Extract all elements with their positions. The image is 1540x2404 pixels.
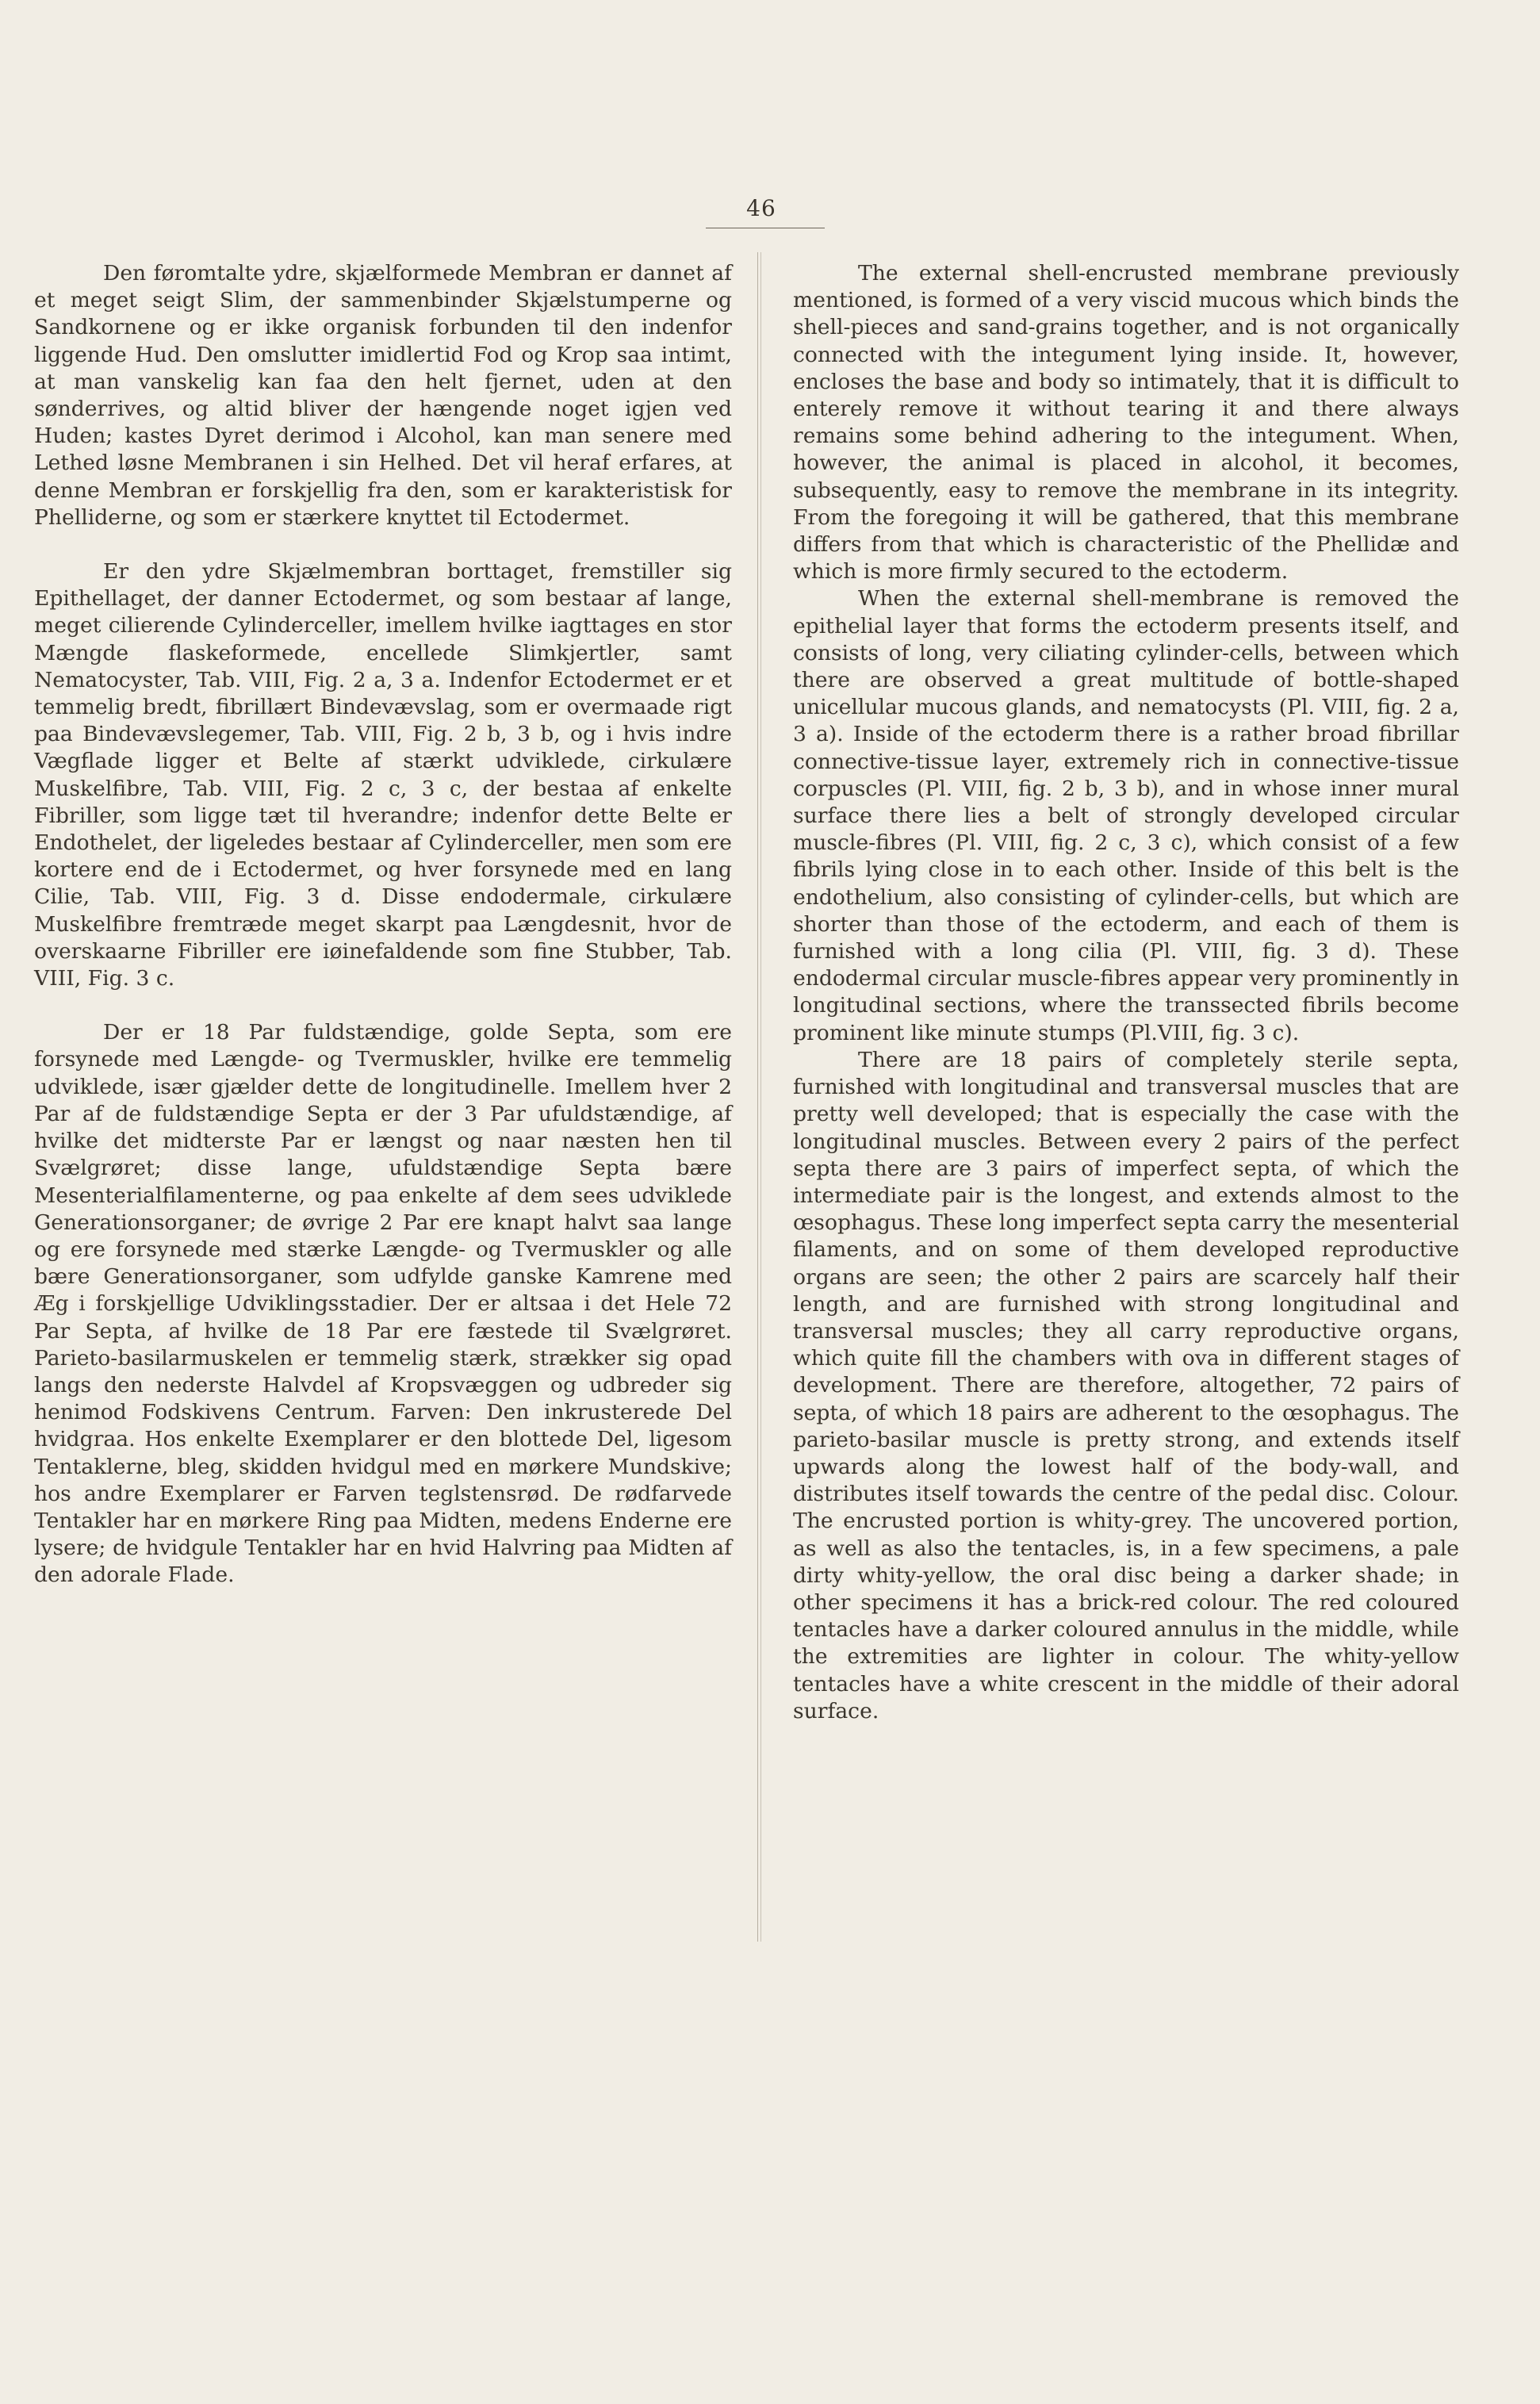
- danish-paragraph-ectoderm: Er den ydre Skjælmembran borttaget, fremstiller sig Epithellaget, der danner Ectodermet, og som bestaar af lange, meget cilierende Cylinderceller, imellem hvilke iagttages en stor Mængde flaskeformede, encellede Slimkjertler, samt Nematocyster, Tab. VIII, Fig. 2 a, 3 a. Indenfor Ectodermet er et temmelig bredt, fibrillært Bindevævslag, som er overmaade rigt paa Bindevævslegemer, Tab. VIII, Fig. 2 b, 3 b, og i hvis indre Vægflade ligger et Belte af stærkt udviklede, cirkulære Muskelfibre, Tab. VIII, Fig. 2 c, 3 c, der bestaa af enkelte Fibriller, som ligge tæt til hverandre; indenfor dette Belte er Endothelet, der ligeledes bestaar af Cylinderceller, men som ere kortere end de i Ectodermet, og hver forsynede med en lang Cilie, Tab. VIII, Fig. 3 d. Disse endodermale, cirkulære Muskelfibre fremtræde meget skarpt paa Længdesnit, hvor de overskaarne Fibriller ere iøinefaldende som fine Stubber, Tab. VIII, Fig. 3 c.: [34, 559, 732, 991]
- column-divider: [757, 252, 761, 1942]
- english-text-column: [793, 260, 1459, 1725]
- english-paragraph-ectoderm: When the external shell-membrane is removed the epithelial layer that forms the ectoderm presents itself, and consists of long, very ciliating cylinder-cells, between which there are observed a great multitude of bottle-shaped unicellular mucous glands, and nematocysts (Pl. VIII, fig. 2 a, 3 a). Inside of the ectoderm there is a rather broad fibrillar connective-tissue layer, extremely rich in connective-tissue corpuscles (Pl. VIII, fig. 2 b, 3 b), and in whose inner mural surface there lies a belt of strongly developed circular muscle-fibres (Pl. VIII, fig. 2 c, 3 c), which consist of a few fibrils lying close in to each other. Inside of this belt is the endothelium, also consisting of cylinder-cells, but which are shorter than those of the ectoderm, and each of them is furnished with a long cilia (Pl. VIII, fig. 3 d). These endodermal circular muscle-fibres appear very prominently in longitudinal sections, where the transsected fibrils become prominent like minute stumps (Pl.VIII, fig. 3 c).: [793, 586, 1459, 1045]
- danish-text-column: [34, 260, 732, 1589]
- danish-paragraph-membrane: Den føromtalte ydre, skjælformede Membran er dannet af et meget seigt Slim, der sammenbinder Skjælstumperne og Sandkornene og er ikke organisk forbunden til den indenfor liggende Hud. Den omslutter imidlertid Fod og Krop saa intimt, at man vanskelig kan faa den helt fjernet, uden at den sønderrives, og altid bliver der hængende noget igjen ved Huden; kastes Dyret derimod i Alcohol, kan man senere med Lethed løsne Membranen i sin Helhed. Det vil heraf erfares, at denne Membran er forskjellig fra den, som er karakteristisk for Phelliderne, og som er stærkere knyttet til Ectodermet.: [34, 261, 732, 530]
- english-paragraph-septa: There are 18 pairs of completely sterile septa, furnished with longitudinal and transversal muscles that are pretty well developed; that is especially the case with the longitudinal muscles. Between every 2 pairs of the perfect septa there are 3 pairs of imperfect septa, of which the intermediate pair is the longest, and extends almost to the œsophagus. These long imperfect septa carry the mesenterial filaments, and on some of them developed reproductive organs are seen; the other 2 pairs are scarcely half their length, and are furnished with strong longitudinal and transversal muscles; they all carry reproductive organs, which quite fill the chambers with ova in different stages of development. There are therefore, altogether, 72 pairs of septa, of which 18 pairs are adherent to the œsophagus. The parieto-basilar muscle is pretty strong, and extends itself upwards along the lowest half of the body-wall, and distributes itself towards the centre of the pedal disc. Colour. The encrusted portion is whity-grey. The uncovered portion, as well as also the tentacles, is, in a few specimens, a pale dirty whity-yellow, the oral disc being a darker shade; in other specimens it has a brick-red colour. The red coloured tentacles have a darker coloured annulus in the middle, while the extremities are lighter in colour. The whity-yellow tentacles have a white crescent in the middle of their adoral surface.: [793, 1047, 1459, 1723]
- page-number: 46: [746, 195, 776, 221]
- danish-paragraph-septa: Der er 18 Par fuldstændige, golde Septa, som ere forsynede med Længde- og Tvermuskler, hvilke ere temmelig udviklede, især gjælder dette de longitudinelle. Imellem hver 2 Par af de fuldstændige Septa er der 3 Par ufuldstændige, af hvilke det midterste Par er længst og naar næsten hen til Svælgrøret; disse lange, ufuldstændige Septa bære Mesenterialfilamenterne, og paa enkelte af dem sees udviklede Generationsorganer; de øvrige 2 Par ere knapt halvt saa lange og ere forsynede med stærke Længde- og Tvermuskler og alle bære Generationsorganer, som udfylde ganske Kamrene med Æg i forskjellige Udviklingsstadier. Der er altsaa i det Hele 72 Par Septa, af hvilke de 18 Par ere fæstede til Svælgrøret. Parieto-basilarmuskelen er temmelig stærk, strækker sig opad langs den nederste Halvdel af Kropsvæggen og udbreder sig henimod Fodskivens Centrum. Farven: Den inkrusterede Del hvidgraa. Hos enkelte Exemplarer er den blottede Del, ligesom Tentaklerne, bleg, skidden hvidgul med en mørkere Mundskive; hos andre Exemplarer er Farven teglstensrød. De rødfarvede Tentakler har en mørkere Ring paa Midten, medens Enderne ere lysere; de hvidgule Tentakler har en hvid Halvring paa Midten af den adorale Flade.: [34, 1020, 732, 1588]
- english-paragraph-membrane: The external shell-encrusted membrane previously mentioned, is formed of a very viscid mucous which binds the shell-pieces and sand-grains together, and is not organically connected with the integument lying inside. It, however, encloses the base and body so intimately, that it is difficult to enterely remove it without tearing it and there always remains some behind adhering to the integument. When, however, the animal is placed in alcohol, it becomes, subsequently, easy to remove the membrane in its integrity. From the foregoing it will be gathered, that this membrane differs from that which is characteristic of the Phellidæ and which is more firmly secured to the ectoderm.: [793, 261, 1459, 585]
